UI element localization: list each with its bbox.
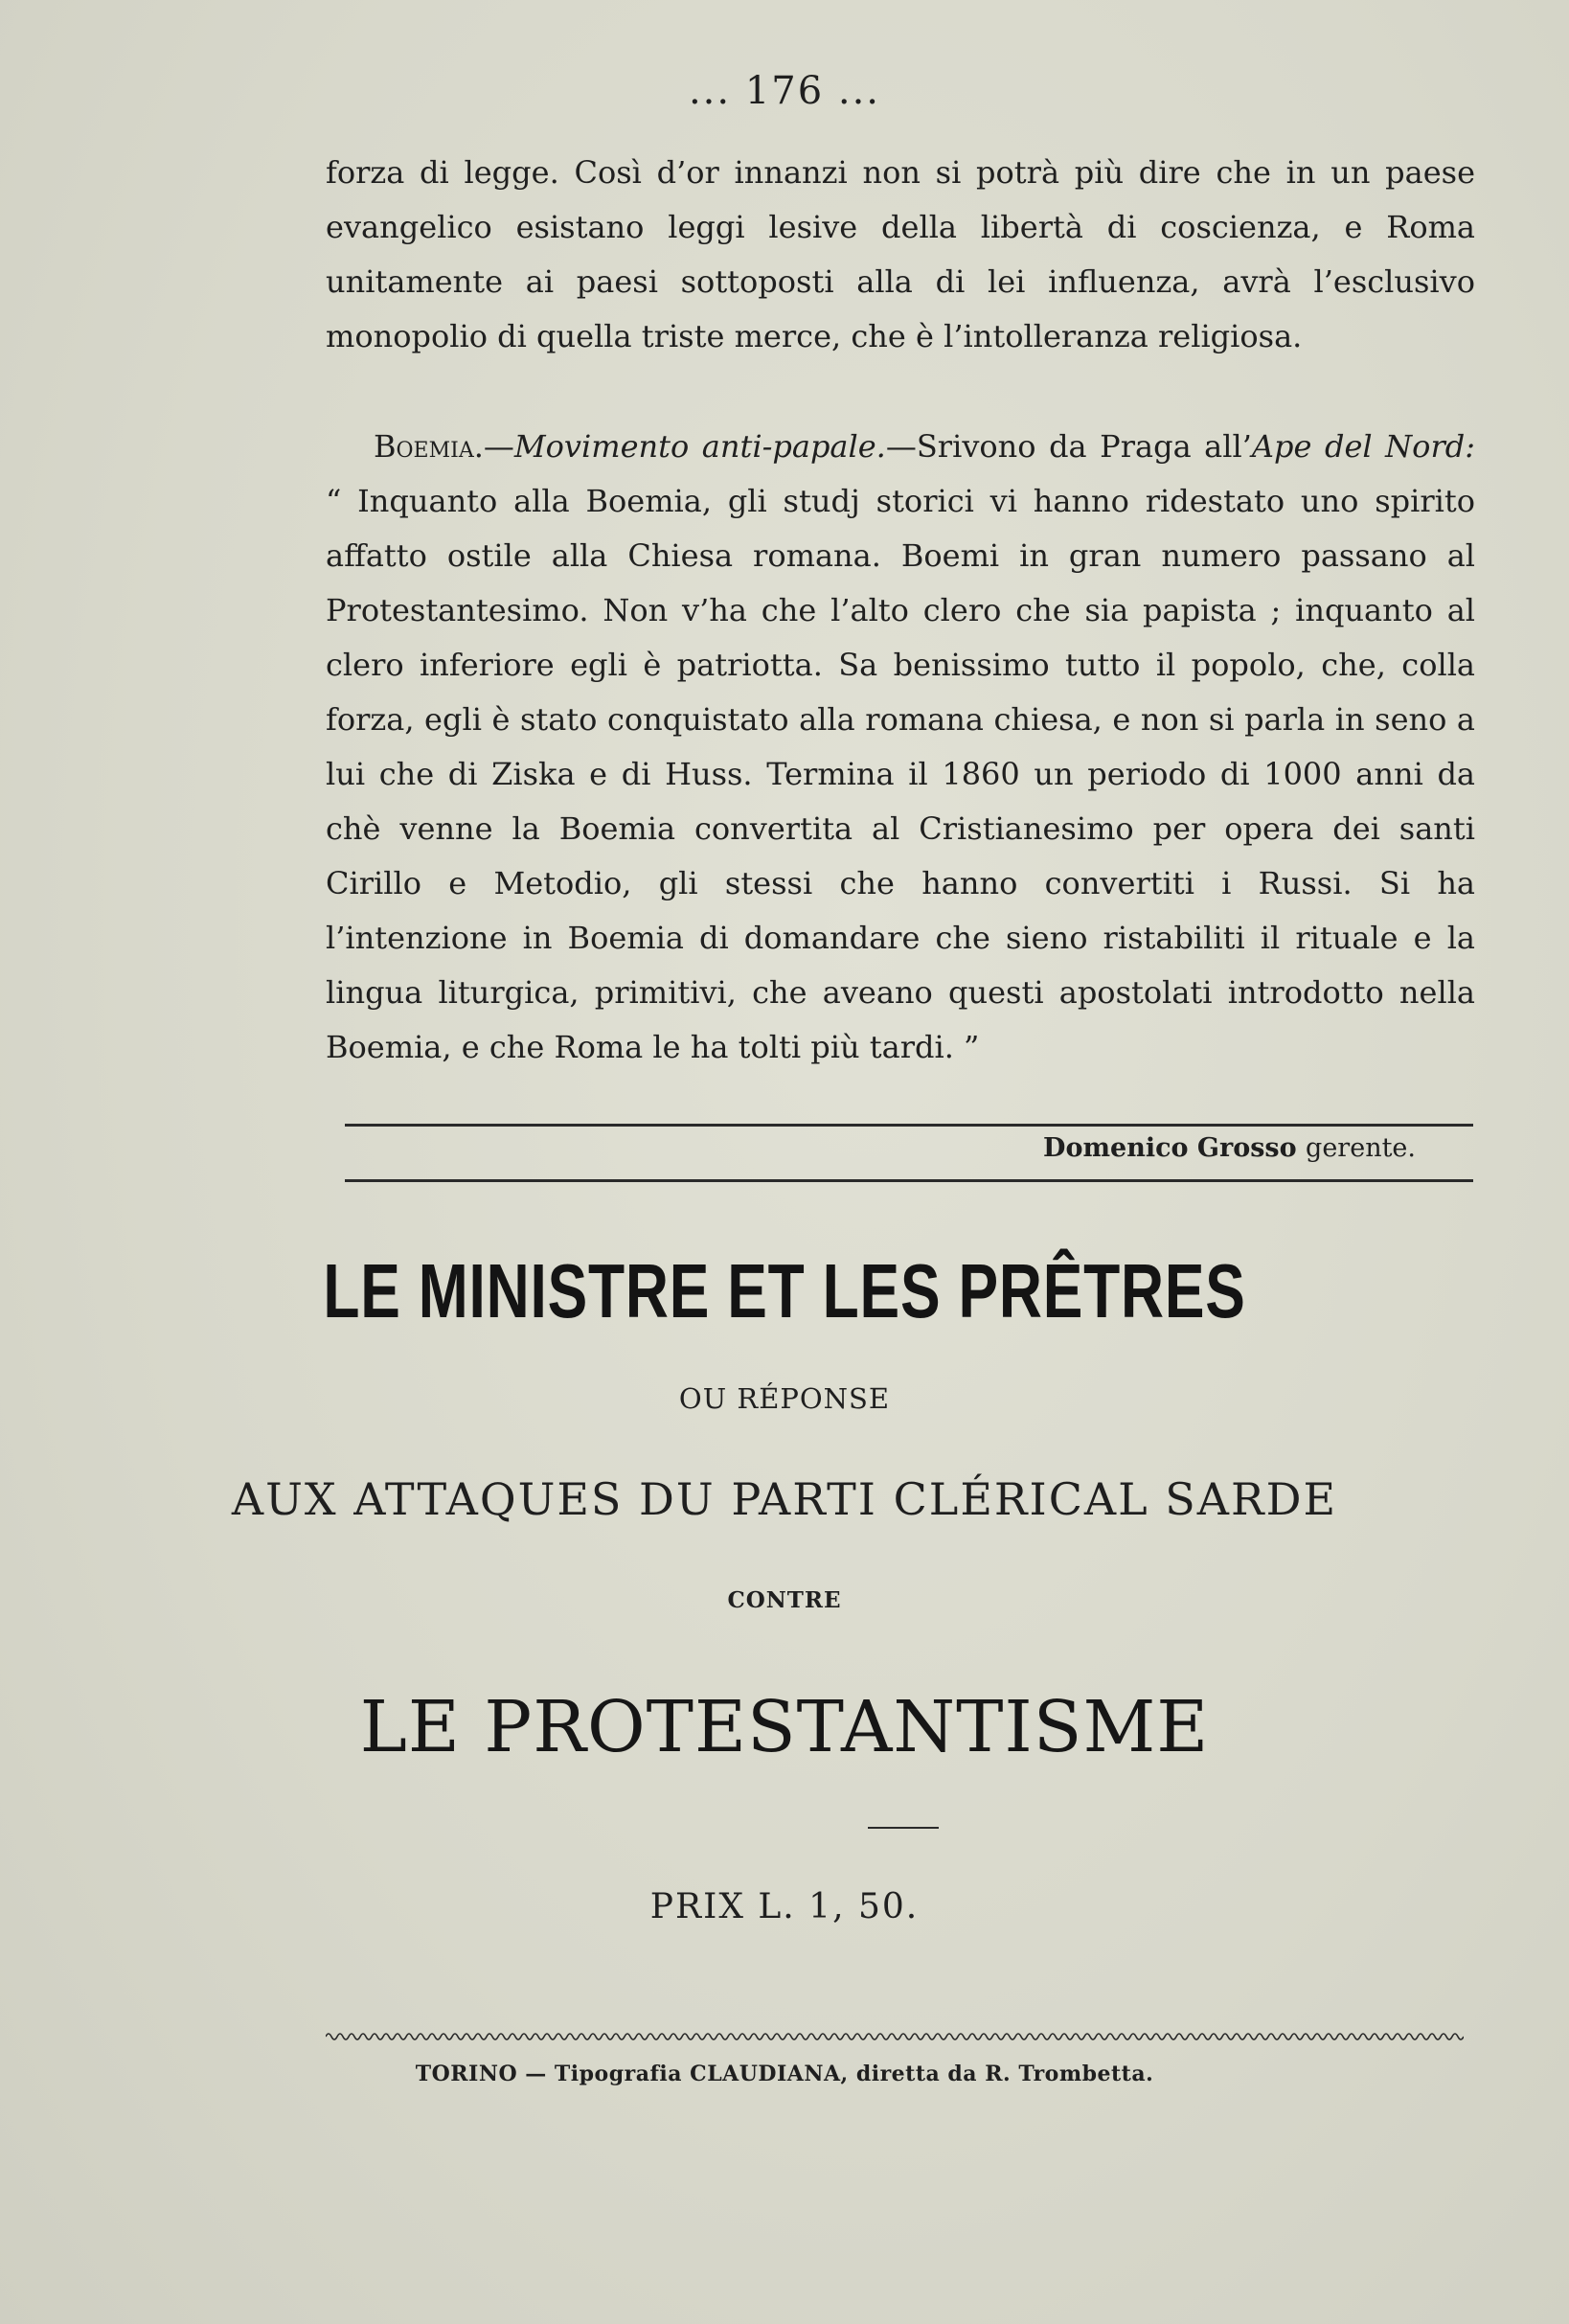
signature-role: gerente. <box>1306 1133 1416 1163</box>
page-number: ... 176 ... <box>688 69 881 113</box>
signature-rule-bottom <box>345 1179 1473 1182</box>
signature-name: Domenico Grosso <box>1043 1133 1297 1163</box>
advertisement-price: PRIX L. 1, 50. <box>649 1887 920 1926</box>
heading-dash: — <box>483 428 514 465</box>
advertisement-title: LE MINISTRE ET LES PRÊTRES <box>323 1248 1246 1333</box>
news-item-intro: Srivono da Praga all’ <box>916 428 1252 465</box>
advertisement-attaques: AUX ATTAQUES DU PARTI CLÉRICAL SARDE <box>231 1473 1338 1525</box>
article-end-paragraph: forza di legge. Così d’or innanzi non si potrà più dire che in un paese evangelico esistano leggi lesive della libertà di coscienza, e Roma unitamente ai paesi sottoposti alla di lei influenza, avrà l’esclusivo monopolio di quella triste merce, che è l’intolleranza religiosa. <box>326 154 1475 354</box>
advertisement-short-rule <box>868 1827 939 1829</box>
signature-rule-top <box>345 1124 1473 1127</box>
news-item-boemia <box>326 420 1475 1075</box>
ornamental-wavy-rule <box>326 2029 1464 2044</box>
advertisement-contre: CONTRE <box>727 1587 842 1613</box>
signature <box>1043 1133 1416 1163</box>
advertisement-ou-reponse: OU RÉPONSE <box>678 1382 891 1415</box>
advertisement-protestantisme: LE PROTESTANTISME <box>359 1686 1210 1768</box>
printer-imprint: TORINO — Tipografia CLAUDIANA, diretta da R. Trombetta. <box>415 2062 1154 2086</box>
news-item-heading: Boemia. <box>374 428 484 465</box>
news-item-subheading: Movimento anti-papale. <box>513 428 886 465</box>
subheading-dash: — <box>885 428 917 465</box>
news-item-source: Ape del Nord: <box>1251 428 1476 465</box>
news-item-quote: “ Inquanto alla Boemia, gli studj storici vi hanno ridestato uno spirito affatto ostile alla Chiesa romana. Boemi in gran numero passano al Protestantesimo. Non v’ha che l’alto clero che sia papista ; inquanto al clero inferiore egli è patriotta. Sa benissimo tutto il popolo, che, colla forza, egli è stato conquistato alla romana chiesa, e non si parla in seno a lui che di Ziska e di Huss. Termina il 1860 un periodo di 1000 anni da chè venne la Boemia convertita al Cristianesimo per opera dei santi Cirillo e Metodio, gli stessi che hanno convertiti i Russi. Si ha l’intenzione in Boemia di domandare che sieno ristabiliti il rituale e la lingua liturgica, primitivi, che aveano questi apostolati introdotto nella Boemia, e che Roma le ha tolti più tardi. ” <box>326 483 1475 1065</box>
